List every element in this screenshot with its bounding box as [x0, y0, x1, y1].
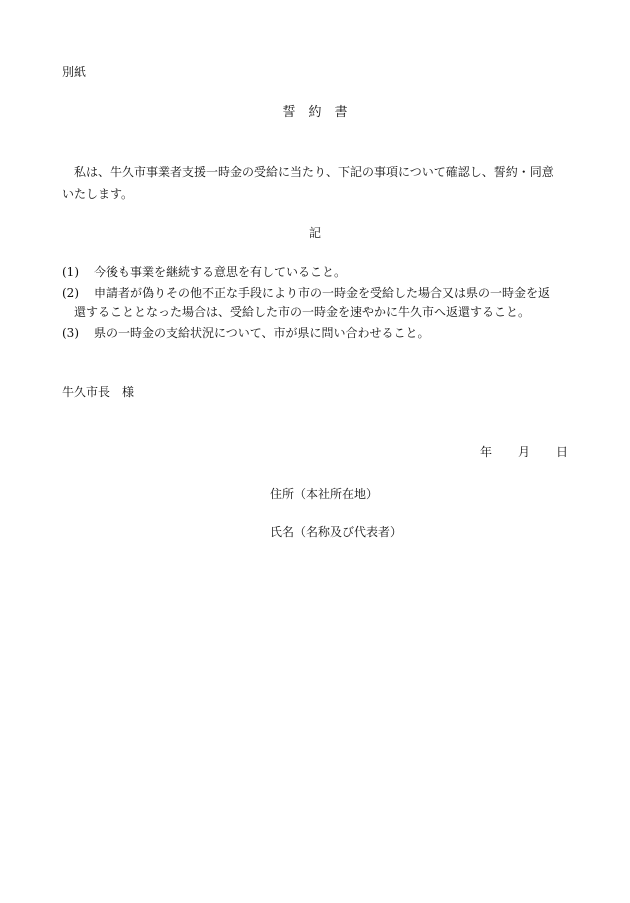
- list-item-text: 今後も事業を継続する意思を有していること。: [94, 265, 347, 279]
- list-item: [62, 284, 550, 302]
- intro-paragraph-line-2: いたします。: [62, 187, 134, 201]
- date-month-label: 月: [517, 445, 530, 459]
- address-label: 住所（本社所在地）: [270, 487, 379, 501]
- intro-paragraph-line-1: 私は、牛久市事業者支援一時金の受給に当たり、下記の事項について確認し、誓約・同意: [62, 165, 554, 179]
- list-item: [62, 263, 346, 281]
- list-item-number: (3): [62, 326, 79, 340]
- list-item: [62, 324, 430, 342]
- ki-heading: 記: [308, 226, 321, 240]
- list-item-text: 申請者が偽りその他不正な手段により市の一時金を受給した場合又は県の一時金を返: [94, 286, 551, 300]
- list-item-number: (2): [62, 286, 79, 300]
- document-title: 誓 約 書: [282, 105, 348, 120]
- attachment-label: 別紙: [62, 65, 87, 79]
- date-line: [480, 443, 568, 461]
- list-item-continuation: 還することとなった場合は、受給した市の一時金を速やかに牛久市へ返還すること。: [74, 305, 531, 319]
- list-item-text: 県の一時金の支給状況について、市が県に問い合わせること。: [94, 326, 430, 340]
- list-item-number: (1): [62, 265, 79, 279]
- date-day-label: 日: [555, 445, 568, 459]
- addressee: 牛久市長 様: [62, 385, 135, 399]
- date-year-label: 年: [479, 445, 492, 459]
- name-label: 氏名（名称及び代表者）: [270, 525, 403, 539]
